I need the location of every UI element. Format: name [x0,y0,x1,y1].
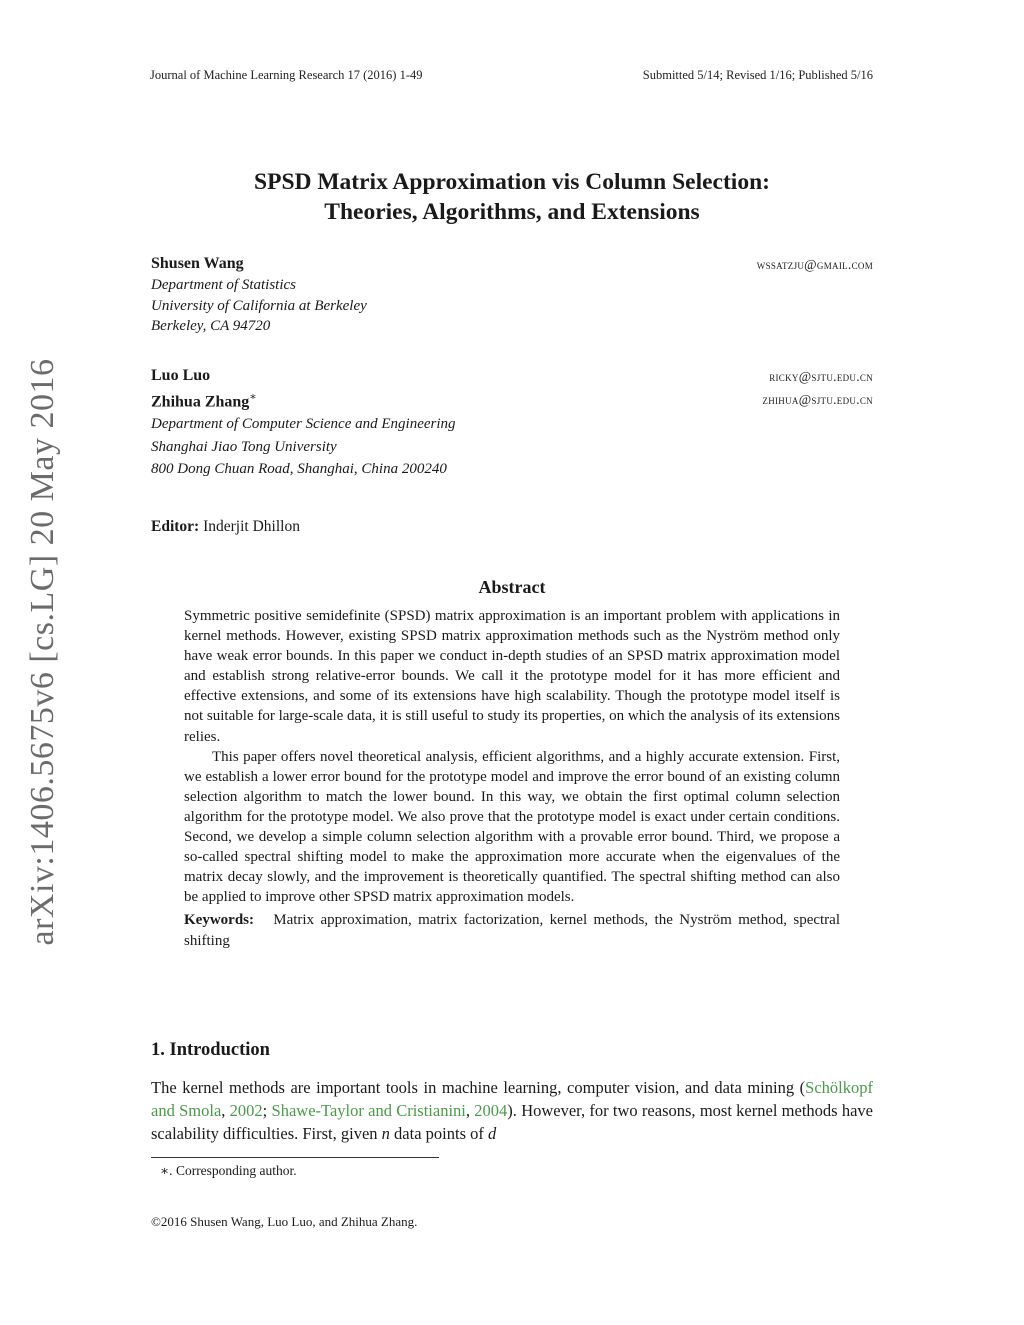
author-email-2[interactable]: ricky@sjtu.edu.cn [769,369,873,384]
text-run: ). However, for two reasons, most kernel methods have scalability difficulties. First, given [151,1101,874,1143]
text-run: The kernel methods are important tools in machine learning, computer vision, and data mining ( [151,1078,806,1097]
keywords-label: Keywords: [184,912,254,929]
abstract-body [184,606,840,951]
journal-info: Journal of Machine Learning Research 17 (2016) 1-49 [150,68,423,82]
keywords-list: Matrix approximation, matrix factorization, kernel methods, the Nyström method, spectral shifting [184,912,840,949]
affiliation-line: 800 Dong Chuan Road, Shanghai, China 200240 [151,461,447,477]
affiliation-line: Department of Computer Science and Engineering [151,416,456,432]
citation-authors[interactable]: Schölkopf and Smola [151,1078,873,1120]
math-variable: d [488,1124,497,1143]
introduction-paragraph [151,1076,873,1145]
abstract-paragraph-2: This paper offers novel theoretical analysis, efficient algorithms, and a highly accurate extension. First, we establish a lower error bound for the prototype model and improve the error bound of an existing column selection algorithm to match the lower bound. In this way, we obtain the first optimal column selection algorithm for the prototype model. We also prove that the prototype model is exact under certain conditions. Second, we develop a simple column selection algorithm with a provable error bound. Third, we propose a so-called spectral shifting model to make the approximation more accurate when the eigenvalues of the matrix decay slowly, and the improvement is theoretically quantified. The spectral shifting method can also be applied to improve other SPSD matrix approximation models. [184,748,840,906]
author-name-3 [151,390,257,411]
affiliation-line: Shanghai Jiao Tong University [151,438,337,455]
abstract-paragraph-1: Symmetric positive semidefinite (SPSD) matrix approximation is an important problem with applications in kernel methods. However, existing SPSD matrix approximation methods such as the Nyström method only have weak error bounds. In this paper we conduct in-depth studies of an SPSD matrix approximation model and establish strong relative-error bounds. We call it the prototype model for it has more efficient and effective extensions, and some of its extensions have high scalability. Though the prototype model itself is not suitable for large-scale data, it is still useful to study its properties, on which the analysis of its extensions relies. [184,608,840,745]
text-run: , [465,1101,475,1120]
keywords [184,910,840,950]
footnote-mark: ∗ [249,391,257,403]
submission-dates: Submitted 5/14; Revised 1/16; Published 5/16 [642,68,873,82]
footnote-rule [151,1157,439,1158]
arxiv-stamp: arXiv:1406.5675v6 [cs.LG] 20 May 2016 [24,358,61,946]
author-affiliation-1 [151,275,367,337]
citation-year[interactable]: 2002 [229,1101,263,1120]
author-name-2: Luo Luo [151,367,211,384]
text-run: , [221,1101,230,1120]
text-run: data points of [389,1124,488,1143]
copyright-notice: ©2016 Shusen Wang, Luo Luo, and Zhihua Zhang. [151,1214,418,1229]
footnote [160,1163,297,1179]
author-affiliation-3 [151,413,456,481]
footnote-mark: ∗. [160,1163,173,1178]
math-variable: n [381,1124,390,1143]
paper-title-line-1: SPSD Matrix Approximation vis Column Selection: [254,169,770,195]
author-name-text: Zhihua Zhang [151,393,250,411]
citation-authors[interactable]: Shawe-Taylor and Cristianini [271,1101,466,1120]
affiliation-line: Berkeley, CA 94720 [151,318,271,334]
author-email-1[interactable]: wssatzju@gmail.com [756,257,873,272]
affiliation-line: University of California at Berkeley [151,297,367,314]
text-run: ; [262,1101,272,1120]
footnote-text: Corresponding author. [175,1163,297,1178]
editor-line [151,518,300,536]
editor-name: Inderjit Dhillon [203,518,300,535]
paper-title-line-2: Theories, Algorithms, and Extensions [324,199,700,225]
citation-year[interactable]: 2004 [474,1101,508,1120]
section-heading-introduction: 1. Introduction [151,1040,270,1060]
abstract-heading: Abstract [478,577,546,597]
editor-label: Editor: [151,518,200,535]
author-name-1: Shusen Wang [151,255,244,272]
affiliation-line: Department of Statistics [151,277,296,293]
author-email-3[interactable]: zhihua@sjtu.edu.cn [762,392,873,407]
